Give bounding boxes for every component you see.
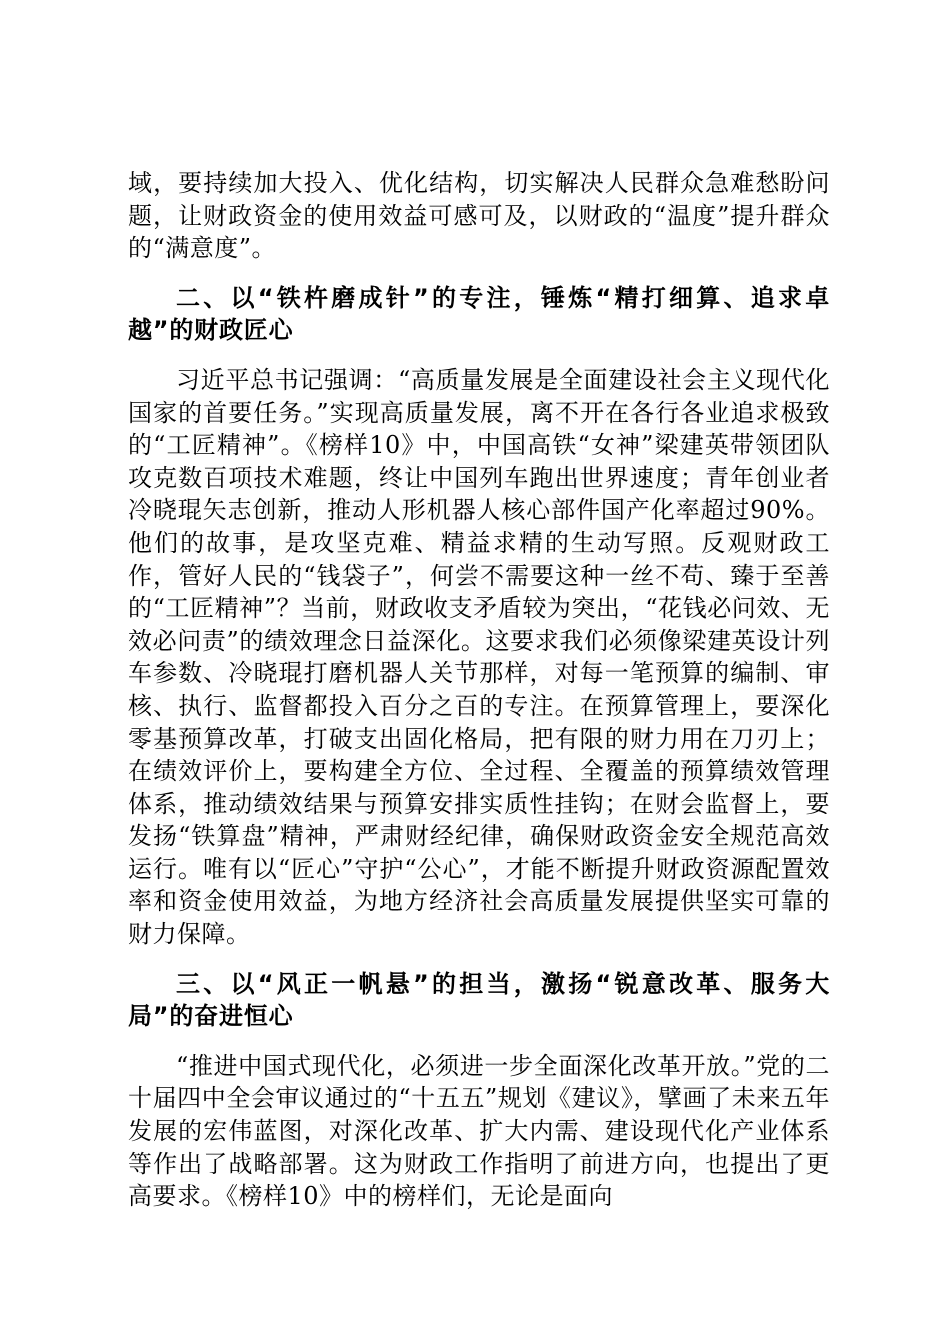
document-page	[128, 167, 830, 1213]
intro-paragraph-tail: 域，要持续加大投入、优化结构，切实解决人民群众急难愁盼问题，让财政资金的使用效益可感可及，以财政的“温度”提升群众的“满意度”。	[128, 169, 830, 263]
section-3-body: “推进中国式现代化，必须进一步全面深化改革开放。”党的二十届四中全会审议通过的“十五五”规划《建议》，擘画了未来五年发展的宏伟蓝图，对深化改革、扩大内需、建设现代化产业体系等作出了战略部署。这为财政工作指明了前进方向，也提出了更高要求。《榜样10》中的榜样们，无论是面向	[128, 1051, 830, 1211]
section-2-heading: 二、以“铁杵磨成针”的专注，锤炼“精打细算、追求卓越”的财政匠心	[128, 283, 830, 345]
section-3-heading: 三、以“风正一帆悬”的担当，激扬“锐意改革、服务大局”的奋进恒心	[128, 969, 830, 1031]
section-2-body: 习近平总书记强调：“高质量发展是全面建设社会主义现代化国家的首要任务。”实现高质量发展，离不开在各行各业追求极致的“工匠精神”。《榜样10》中，中国高铁“女神”梁建英带领团队攻克数百项技术难题，终让中国列车跑出世界速度；青年创业者冷晓琨矢志创新，推动人形机器人核心部件国产化率超过90%。他们的故事，是攻坚克难、精益求精的生动写照。反观财政工作，管好人民的“钱袋子”，何尝不需要这种一丝不苟、臻于至善的“工匠精神”？当前，财政收支矛盾较为突出，“花钱必问效、无效必问责”的绩效理念日益深化。这要求我们必须像梁建英设计列车参数、冷晓琨打磨机器人关节那样，对每一笔预算的编制、审核、执行、监督都投入百分之百的专注。在预算管理上，要深化零基预算改革，打破支出固化格局，把有限的财力用在刀刃上；在绩效评价上，要构建全方位、全过程、全覆盖的预算绩效管理体系，推动绩效结果与预算安排实质性挂钩；在财会监督上，要发扬“铁算盘”精神，严肃财经纪律，确保财政资金安全规范高效运行。唯有以“匠心”守护“公心”，才能不断提升财政资源配置效率和资金使用效益，为地方经济社会高质量发展提供坚实可靠的财力保障。	[128, 365, 830, 949]
